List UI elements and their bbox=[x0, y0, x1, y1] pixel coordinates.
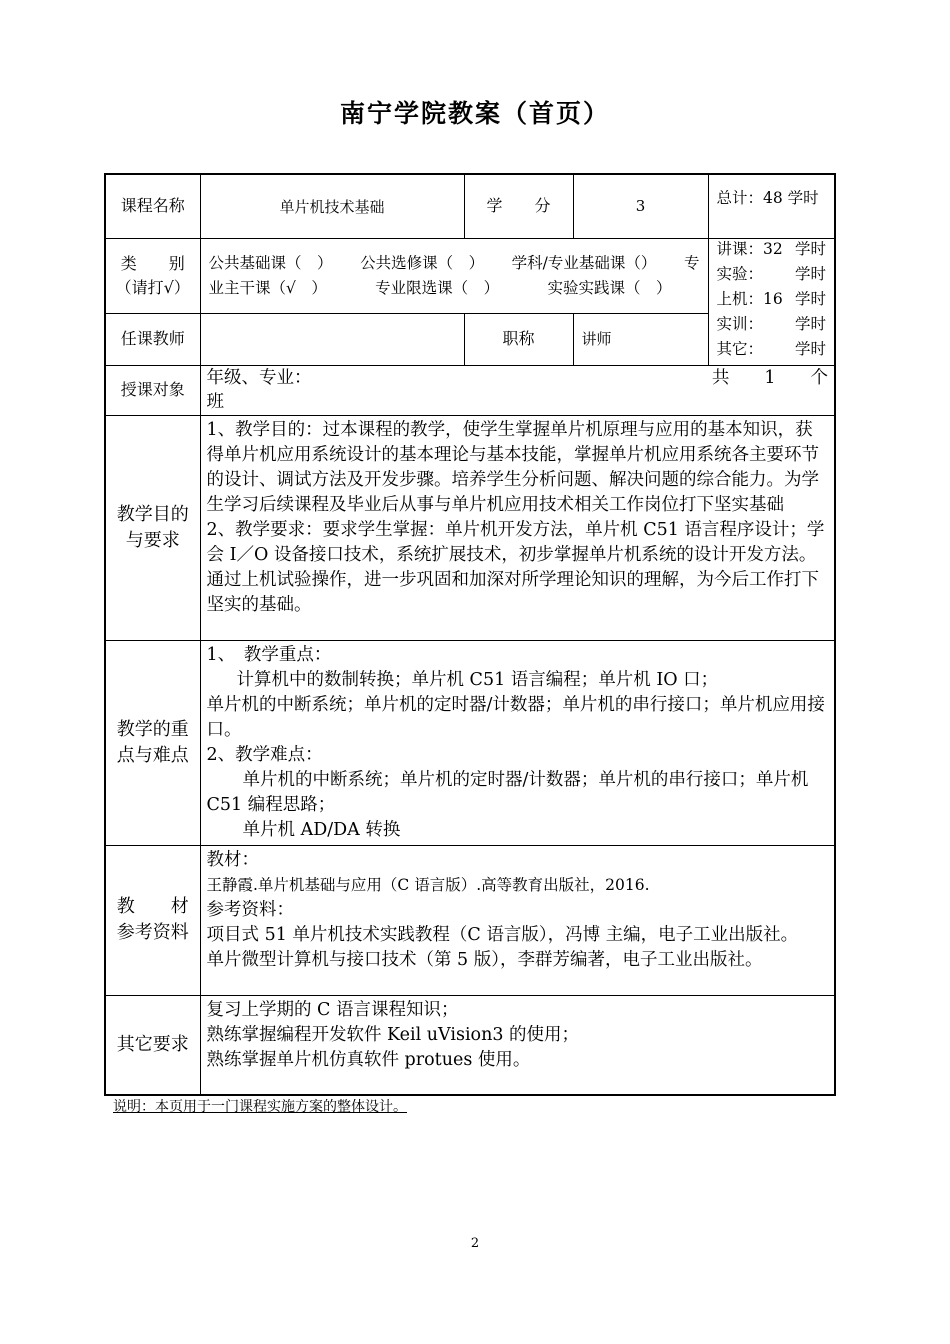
category-row bbox=[105, 238, 835, 313]
option-discipline-basic: 学科/专业基础课（） bbox=[511, 253, 657, 272]
category-label bbox=[105, 238, 200, 313]
objectives-label-line2: 与要求 bbox=[125, 529, 180, 551]
hours-training: 实训： bbox=[716, 314, 764, 333]
teacher-label: 任课教师 bbox=[105, 313, 200, 365]
objectives-row bbox=[105, 415, 835, 640]
credit-value: 3 bbox=[573, 174, 708, 238]
keypoints-label bbox=[105, 640, 200, 845]
target-label: 授课对象 bbox=[105, 365, 200, 415]
hours-computer: 上机：16 bbox=[716, 289, 783, 308]
materials-reference-2: 单片微型计算机与接口技术（第 5 版），李群芳编著，电子工业出版社。 bbox=[206, 949, 763, 970]
materials-label bbox=[105, 845, 200, 995]
total-hours bbox=[708, 174, 835, 238]
materials-reference-1: 项目式 51 单片机技术实践教程（C 语言版），冯博 主编，电子工业出版社。 bbox=[206, 924, 799, 945]
keypoints-difficulty-2: 单片机 AD/DA 转换 bbox=[242, 819, 401, 840]
objectives-label-line1: 教学目的 bbox=[116, 503, 189, 525]
other-content bbox=[200, 995, 835, 1095]
keypoints-focus-2: 单片机的中断系统；单片机的定时器/计数器；单片机的串行接口；单片机应用接口。 bbox=[206, 694, 825, 740]
keypoints-content bbox=[200, 640, 835, 845]
category-options bbox=[200, 238, 708, 313]
course-name-value: 单片机技术基础 bbox=[200, 174, 464, 238]
option-major-restricted: 专业限选课（ ） bbox=[375, 278, 500, 297]
footnote: 说明：本页用于一门课程实施方案的整体设计。 bbox=[113, 1099, 407, 1115]
hours-breakdown bbox=[708, 238, 835, 365]
materials-content bbox=[200, 845, 835, 995]
hours-lab-unit: 学时 bbox=[794, 264, 826, 283]
course-name-label: 课程名称 bbox=[105, 174, 200, 238]
page-number: 2 bbox=[470, 1236, 480, 1251]
other-req-3: 熟练掌握单片机仿真软件 protues 使用。 bbox=[206, 1049, 531, 1070]
materials-label-line2: 参考资料 bbox=[116, 922, 189, 943]
hours-computer-unit: 学时 bbox=[794, 289, 826, 308]
other-req-2: 熟练掌握编程开发软件 Keil uVision3 的使用； bbox=[206, 1024, 580, 1045]
teacher-value bbox=[200, 313, 464, 365]
option-public-basic: 公共基础课（ ） bbox=[208, 253, 333, 272]
target-class-count: 共 1 个 bbox=[711, 367, 828, 388]
hours-lecture-unit: 学时 bbox=[794, 239, 826, 258]
option-practice: 实验实践课（ ） bbox=[547, 278, 672, 297]
hours-training-unit: 学时 bbox=[794, 314, 826, 333]
option-major-core: 业主干课（√ ） bbox=[208, 278, 327, 297]
other-label: 其它要求 bbox=[105, 995, 200, 1095]
keypoints-heading-difficulty: 2、教学难点： bbox=[206, 744, 323, 765]
category-label-line1: 类 别 bbox=[120, 253, 185, 273]
target-class-suffix: 班 bbox=[206, 391, 224, 412]
hours-other: 其它： bbox=[716, 339, 764, 358]
title-label: 职称 bbox=[464, 313, 573, 365]
keypoints-focus-1: 计算机中的数制转换；单片机 C51 语言编程；单片机 IO 口； bbox=[236, 669, 719, 690]
option-public-elective: 公共选修课（ ） bbox=[360, 253, 485, 272]
category-label-line2: （请打√） bbox=[115, 277, 190, 297]
page-title: 南宁学院教案（首页） bbox=[339, 99, 610, 128]
objectives-content bbox=[200, 415, 835, 640]
option-major-prefix: 专 bbox=[683, 253, 700, 272]
total-hours-text: 总计：48 学时 bbox=[716, 189, 819, 208]
materials-row bbox=[105, 845, 835, 995]
target-grade-major: 年级、专业： bbox=[206, 367, 312, 388]
keypoints-label-line1: 教学的重 bbox=[116, 718, 189, 740]
keypoints-label-line2: 点与难点 bbox=[116, 744, 189, 766]
course-row bbox=[105, 174, 835, 238]
materials-reference-heading: 参考资料： bbox=[206, 899, 294, 920]
keypoints-row bbox=[105, 640, 835, 845]
objectives-goal: 1、教学目的：过本课程的教学，使学生掌握单片机原理与应用的基本知识，获得单片机应用系统设计的基本理论与基本技能，掌握单片机应用系统各主要环节的设计、调试方法及开发步骤。培养学生分析问题、解决问题的综合能力。为学生学习后续课程及毕业后从事与单片机应用技术相关工作岗位打下坚实基础 bbox=[206, 419, 819, 515]
target-row bbox=[105, 365, 835, 415]
other-row bbox=[105, 995, 835, 1095]
title-value: 讲师 bbox=[573, 313, 708, 365]
materials-textbook: 王静霞.单片机基础与应用（C 语言版）.高等教育出版社，2016. bbox=[206, 875, 650, 894]
keypoints-heading-focus: 1、 教学重点： bbox=[206, 644, 332, 665]
hours-other-unit: 学时 bbox=[794, 339, 826, 358]
objectives-requirement: 2、教学要求：要求学生掌握：单片机开发方法，单片机 C51 语言程序设计；学会 I／O 设备接口技术，系统扩展技术，初步掌握单片机系统的设计开发方法。通过上机试验操作，进一步巩固和加深对所学理论知识的理解，为今后工作打下坚实的基础。 bbox=[206, 519, 825, 615]
other-req-1: 复习上学期的 C 语言课程知识； bbox=[206, 999, 459, 1020]
materials-label-line1: 教 材 bbox=[116, 896, 189, 917]
keypoints-difficulty-1: 单片机的中断系统；单片机的定时器/计数器；单片机的串行接口；单片机 C51 编程思路； bbox=[206, 769, 809, 815]
hours-lecture: 讲课：32 bbox=[716, 239, 783, 258]
target-value bbox=[200, 365, 835, 415]
lesson-plan-table bbox=[104, 173, 836, 1096]
hours-lab: 实验： bbox=[716, 264, 764, 283]
credit-label: 学 分 bbox=[464, 174, 573, 238]
materials-textbook-heading: 教材： bbox=[206, 849, 259, 870]
objectives-label bbox=[105, 415, 200, 640]
